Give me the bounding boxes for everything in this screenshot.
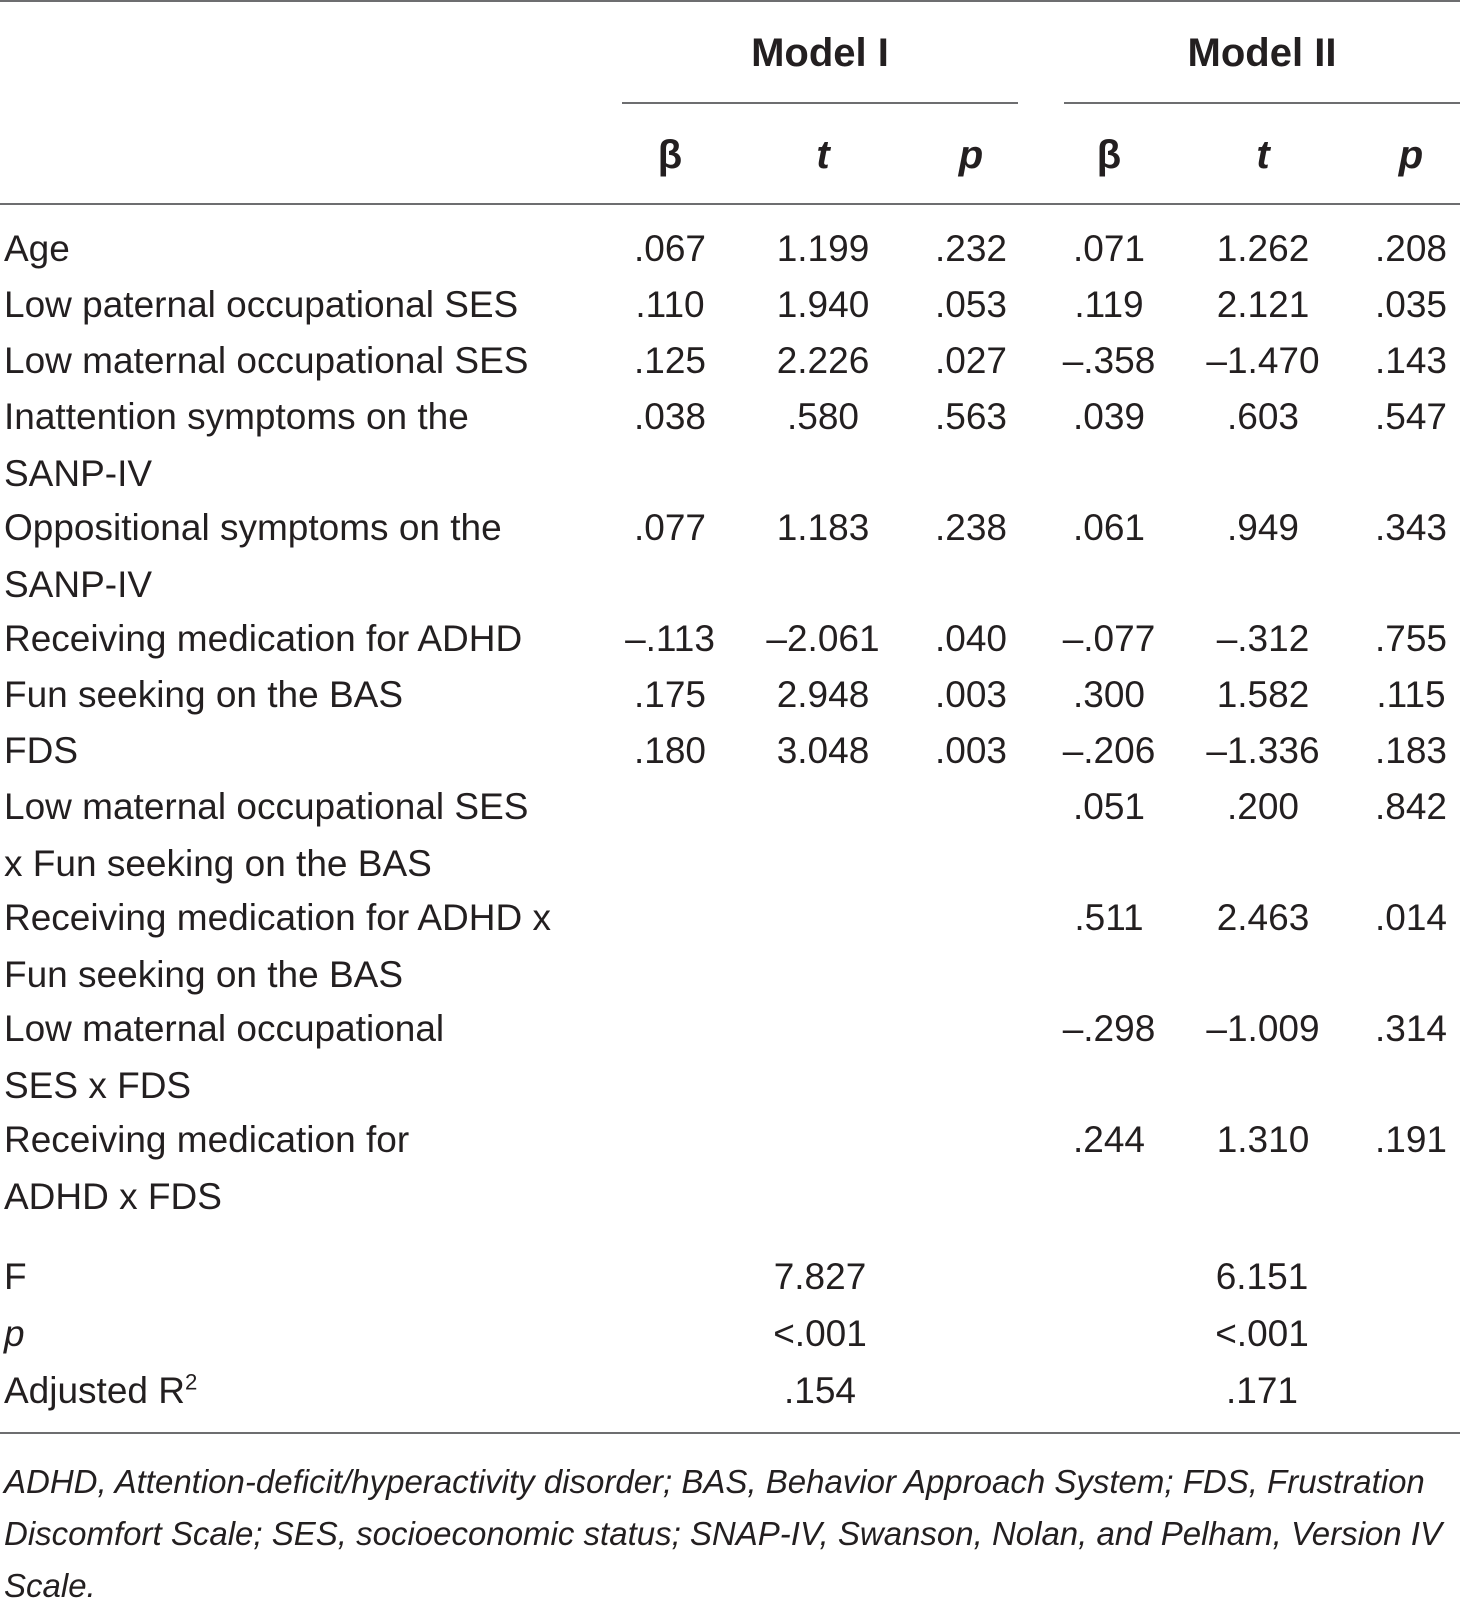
- summary-m2: .171: [1225, 1370, 1298, 1411]
- cell-m1-p: .040: [934, 618, 1007, 659]
- row-label: Low paternal occupational SES: [4, 284, 519, 325]
- summary-label: F: [4, 1256, 27, 1297]
- cell-m2-t: –1.470: [1206, 340, 1320, 381]
- cell-m2-p: .191: [1374, 1119, 1447, 1160]
- summary-label: [4, 1363, 594, 1420]
- cell-m2-t: –1.336: [1206, 730, 1320, 771]
- cell-m1-p: .238: [934, 507, 1007, 548]
- superscript: 2: [185, 1369, 198, 1395]
- row-label: Inattention symptoms on the SANP-IV: [4, 396, 469, 494]
- cell-m2-t: .949: [1226, 507, 1299, 548]
- cell-m1-beta: .180: [633, 730, 706, 771]
- cell-m1-beta: –.113: [625, 618, 715, 659]
- table-bottom-rule: [0, 1432, 1460, 1434]
- model-2-rule: [1064, 102, 1460, 104]
- cell-m2-t: 1.310: [1216, 1119, 1310, 1160]
- cell-m1-t: 1.199: [776, 228, 870, 269]
- cell-m2-beta: .300: [1072, 674, 1145, 715]
- cell-m2-p: .208: [1374, 228, 1447, 269]
- cell-m2-t: .200: [1226, 786, 1299, 827]
- cell-m2-p: .115: [1376, 674, 1446, 715]
- summary-label: p: [4, 1313, 25, 1354]
- cell-m2-beta: –.358: [1062, 340, 1156, 381]
- table-top-rule: [0, 0, 1460, 2]
- cell-m2-t: –1.009: [1206, 1008, 1320, 1049]
- cell-m1-t: 1.183: [776, 507, 870, 548]
- row-label: Age: [4, 228, 70, 269]
- row-label: Low maternal occupational SES: [4, 340, 529, 381]
- summary-m2: 6.151: [1215, 1256, 1309, 1297]
- cell-m1-p: .053: [934, 284, 1007, 325]
- cell-m1-beta: .067: [633, 228, 706, 269]
- model-2-header: Model II: [1187, 31, 1337, 75]
- cell-m1-t: 3.048: [776, 730, 870, 771]
- cell-m2-t: –.312: [1216, 618, 1310, 659]
- cell-m2-beta: .039: [1072, 396, 1145, 437]
- row-label: Receiving medication for ADHD x Fun seeking on the BAS: [4, 897, 551, 995]
- cell-m2-beta: –.206: [1062, 730, 1156, 771]
- cell-m1-t: 1.940: [776, 284, 870, 325]
- model-1-rule: [622, 102, 1018, 104]
- row-label: FDS: [4, 730, 78, 771]
- cell-m2-t: 2.121: [1216, 284, 1310, 325]
- cell-m1-p: .027: [934, 340, 1007, 381]
- cell-m2-p: .314: [1374, 1008, 1447, 1049]
- cell-m2-p: .343: [1374, 507, 1447, 548]
- cell-m2-beta: .119: [1074, 284, 1144, 325]
- cell-m1-t: 2.226: [776, 340, 870, 381]
- cell-m1-beta: .038: [633, 396, 706, 437]
- cell-m1-t: –2.061: [766, 618, 880, 659]
- cell-m1-p: .003: [934, 674, 1007, 715]
- cell-m2-beta: .051: [1072, 786, 1145, 827]
- model-1-header: Model I: [751, 31, 889, 75]
- cell-m1-beta: .175: [633, 674, 706, 715]
- row-label: Oppositional symptoms on the SANP-IV: [4, 507, 502, 605]
- cell-m2-t: 1.262: [1216, 228, 1310, 269]
- table-footnote: ADHD, Attention-deficit/hyperactivity disorder; BAS, Behavior Approach System; FDS, Frustration Discomfort Scale; SES, socioeconomic status; SNAP-IV, Swanson, Nolan, and Pelham, Version IV Scale.: [4, 1463, 1442, 1604]
- summary-label-text: Adjusted R: [4, 1370, 185, 1411]
- cell-m2-p: .842: [1374, 786, 1447, 827]
- summary-m1: .154: [783, 1370, 856, 1411]
- cell-m2-p: .014: [1374, 897, 1447, 938]
- cell-m2-beta: –.298: [1062, 1008, 1156, 1049]
- col-header-beta-1: β: [657, 133, 683, 177]
- col-header-t-1: t: [816, 133, 830, 177]
- cell-m2-p: .755: [1374, 618, 1447, 659]
- col-header-beta-2: β: [1096, 133, 1122, 177]
- cell-m2-p: .035: [1374, 284, 1447, 325]
- col-header-p-2: p: [1398, 133, 1424, 177]
- row-label: Fun seeking on the BAS: [4, 674, 404, 715]
- col-header-p-1: p: [958, 133, 984, 177]
- cell-m1-t: 2.948: [776, 674, 870, 715]
- cell-m2-t: 2.463: [1216, 897, 1310, 938]
- cell-m2-beta: .511: [1074, 897, 1144, 938]
- cell-m1-beta: .110: [635, 284, 705, 325]
- summary-m1: <.001: [773, 1313, 867, 1354]
- cell-m2-p: .183: [1374, 730, 1447, 771]
- cell-m2-beta: .071: [1072, 228, 1145, 269]
- cell-m1-p: .232: [934, 228, 1007, 269]
- cell-m2-t: 1.582: [1216, 674, 1310, 715]
- cell-m2-beta: .244: [1072, 1119, 1145, 1160]
- cell-m2-p: .143: [1374, 340, 1447, 381]
- col-header-t-2: t: [1256, 133, 1270, 177]
- row-label: Low maternal occupational SES x Fun seeking on the BAS: [4, 786, 529, 884]
- header-rule: [0, 203, 1460, 205]
- cell-m2-p: .547: [1374, 396, 1447, 437]
- cell-m1-p: .003: [934, 730, 1007, 771]
- cell-m1-beta: .077: [633, 507, 706, 548]
- row-label: Receiving medication for ADHD: [4, 618, 523, 659]
- cell-m2-t: .603: [1226, 396, 1299, 437]
- row-label: Low maternal occupational SES x FDS: [4, 1008, 445, 1106]
- cell-m1-beta: .125: [633, 340, 706, 381]
- cell-m2-beta: –.077: [1062, 618, 1156, 659]
- row-label: Receiving medication for ADHD x FDS: [4, 1119, 410, 1217]
- cell-m2-beta: .061: [1072, 507, 1145, 548]
- cell-m1-p: .563: [934, 396, 1007, 437]
- cell-m1-t: .580: [786, 396, 859, 437]
- summary-m1: 7.827: [773, 1256, 867, 1297]
- summary-m2: <.001: [1215, 1313, 1309, 1354]
